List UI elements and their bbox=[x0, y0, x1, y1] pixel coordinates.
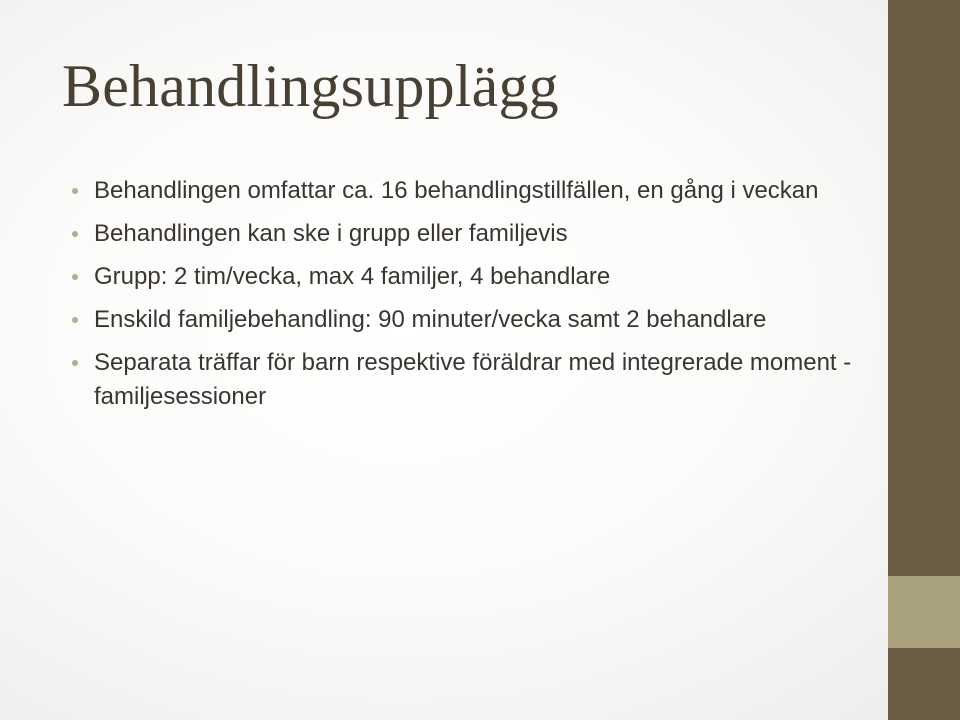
bullet-text: Grupp: 2 tim/vecka, max 4 familjer, 4 behandlare bbox=[94, 263, 611, 290]
bullet-dot-icon bbox=[72, 360, 78, 366]
bullet-text: Behandlingen kan ske i grupp eller familjevis bbox=[94, 220, 568, 247]
slide-title: Behandlingsupplägg bbox=[62, 53, 559, 119]
bullet-dot-icon bbox=[72, 317, 78, 323]
bullet-item bbox=[70, 217, 860, 251]
bullet-dot-icon bbox=[72, 188, 78, 194]
bullet-item bbox=[70, 260, 860, 294]
sidebar-decoration-light bbox=[888, 576, 960, 648]
bullet-list bbox=[70, 174, 860, 423]
bullet-dot-icon bbox=[72, 231, 78, 237]
bullet-text: Behandlingen omfattar ca. 16 behandlingstillfällen, en gång i veckan bbox=[94, 177, 819, 204]
bullet-item bbox=[70, 174, 860, 208]
bullet-item bbox=[70, 303, 860, 337]
bullet-item bbox=[70, 346, 860, 414]
bullet-dot-icon bbox=[72, 274, 78, 280]
bullet-text: Enskild familjebehandling: 90 minuter/vecka samt 2 behandlare bbox=[94, 306, 767, 333]
bullet-text: Separata träffar för barn respektive föräldrar med integrerade moment - familjesessioner bbox=[94, 349, 852, 410]
